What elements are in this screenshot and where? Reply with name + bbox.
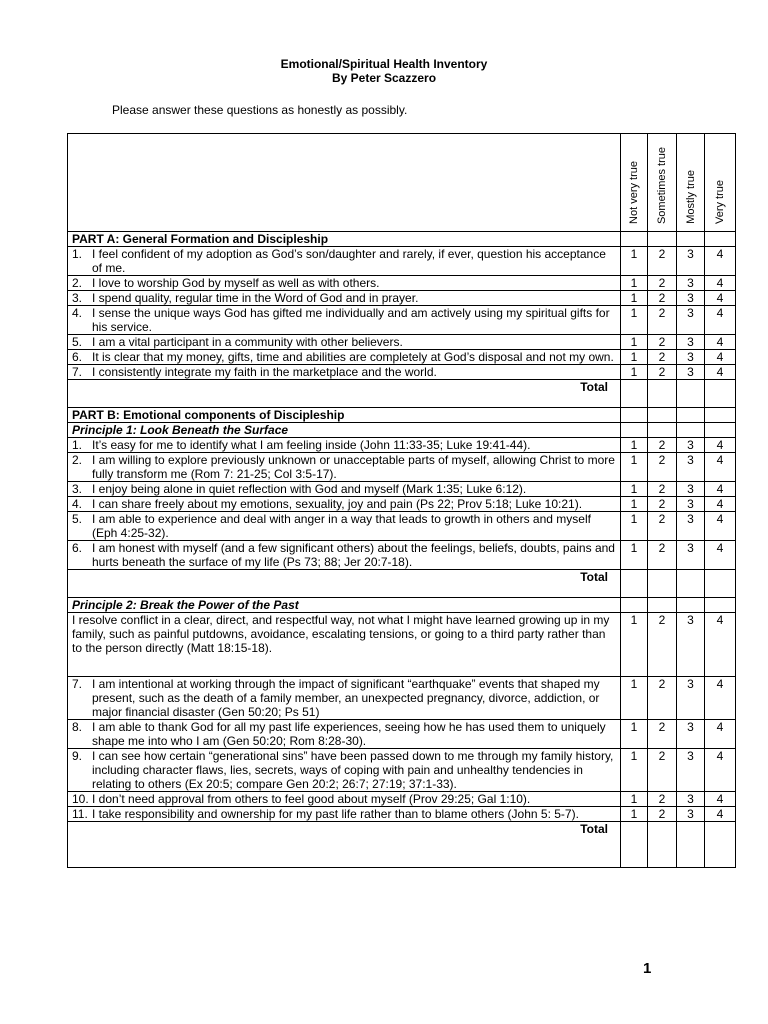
rating-cell[interactable] — [648, 807, 677, 822]
rating-option: 2 — [658, 247, 666, 261]
rating-cell[interactable] — [677, 541, 705, 570]
rating-option: 2 — [658, 438, 666, 452]
question-row — [68, 677, 736, 720]
rating-option: 4 — [716, 291, 724, 305]
question-text: It is clear that my money, gifts, time and abilities are completely at God’s disposal and not my own. — [92, 350, 614, 364]
rating-option: 2 — [658, 365, 666, 379]
rating-option: 3 — [687, 807, 694, 821]
rating-option: 4 — [716, 792, 724, 806]
rating-cell[interactable] — [705, 613, 736, 677]
empty-cell — [705, 380, 736, 408]
principle-1-total: Total — [580, 570, 608, 584]
empty-cell — [705, 598, 736, 613]
question-text: I am intentional at working through the impact of significant “earthquake” events that shaped my present, such as the death of a family member, an unexpected pregnancy, divorce, addiction, or major financial disaster (Gen 50:20; Ps 51) — [92, 677, 600, 719]
rating-option: 4 — [716, 497, 724, 511]
question-row — [68, 720, 736, 749]
question-number: 11. — [72, 807, 88, 821]
empty-cell — [648, 408, 677, 423]
rating-cell[interactable] — [677, 613, 705, 677]
rating-cell[interactable] — [677, 497, 705, 512]
question-text: I can see how certain “generational sins” have been passed down to me through my family history, including character flaws, lies, secrets, ways of coping with pain and unhealthy tendencies in relating to others (Ex 20:5; compare Gen 20:2; 26:7; 27:19; 37:1-33). — [92, 749, 614, 791]
question-text: I am a vital participant in a community with other believers. — [92, 335, 403, 349]
rating-cell[interactable] — [621, 247, 648, 276]
rating-cell[interactable] — [648, 541, 677, 570]
rating-cell[interactable] — [621, 807, 648, 822]
rating-cell[interactable] — [648, 335, 677, 350]
empty-cell — [621, 423, 648, 438]
rating-cell[interactable] — [677, 677, 705, 720]
question-row — [68, 453, 736, 482]
rating-option: 2 — [658, 792, 666, 806]
rating-cell[interactable] — [677, 720, 705, 749]
question-number: 7. — [72, 677, 83, 691]
empty-cell — [648, 232, 677, 247]
rating-option: 2 — [658, 720, 666, 734]
col-not-very-true: Not very true — [628, 161, 640, 224]
rating-option: 4 — [716, 453, 724, 467]
rating-cell[interactable] — [705, 453, 736, 482]
rating-option: 3 — [687, 749, 694, 763]
rating-cell[interactable] — [705, 247, 736, 276]
rating-option: 1 — [630, 613, 638, 627]
empty-cell — [648, 570, 677, 598]
question-text: I am willing to explore previously unknown or unacceptable parts of myself, allowing Christ to more fully transform me (Rom 7: 21-25; Col 3:5-17). — [92, 453, 615, 481]
question-text: I sense the unique ways God has gifted me individually and am actively using my spiritual gifts for his service. — [92, 306, 610, 334]
empty-cell — [621, 570, 648, 598]
instructions: Please answer these questions as honestly as possibly. — [112, 103, 408, 117]
rating-cell[interactable] — [705, 438, 736, 453]
question-number: 4. — [72, 306, 83, 320]
rating-cell[interactable] — [705, 497, 736, 512]
rating-cell[interactable] — [705, 792, 736, 807]
question-row — [68, 247, 736, 276]
rating-option: 4 — [716, 677, 724, 691]
title-line: Emotional/Spiritual Health Inventory — [280, 57, 488, 71]
rating-option: 1 — [630, 792, 638, 806]
rating-option: 1 — [630, 365, 638, 379]
rating-option: 1 — [630, 350, 638, 364]
rating-option: 1 — [630, 512, 638, 526]
rating-option: 4 — [716, 306, 724, 320]
author-line: By Peter Scazzero — [331, 71, 437, 85]
rating-option: 2 — [658, 497, 666, 511]
rating-option: 3 — [687, 613, 694, 627]
question-number: 5. — [72, 512, 83, 526]
col-sometimes-true: Sometimes true — [656, 146, 668, 224]
rating-cell[interactable] — [705, 749, 736, 792]
question-number: 8. — [72, 720, 83, 734]
principle-2-heading: Principle 2: Break the Power of the Past — [72, 598, 299, 612]
inventory-table — [67, 133, 736, 868]
rating-cell[interactable] — [621, 482, 648, 497]
empty-cell — [621, 408, 648, 423]
question-text: I am honest with myself (and a few significant others) about the feelings, beliefs, doubts, pains and hurts beneath the surface of my life (Ps 73; 88; Jer 20:7-18). — [92, 541, 615, 569]
rating-option: 3 — [687, 247, 694, 261]
rating-option: 2 — [658, 807, 666, 821]
rating-option: 2 — [658, 512, 666, 526]
rating-option: 1 — [630, 497, 638, 511]
rating-option: 2 — [658, 613, 666, 627]
rating-cell[interactable] — [648, 497, 677, 512]
rating-option: 1 — [630, 541, 638, 555]
rating-cell[interactable] — [677, 749, 705, 792]
rating-option: 4 — [716, 482, 724, 496]
rating-cell[interactable] — [705, 512, 736, 541]
rating-cell[interactable] — [621, 792, 648, 807]
part-b-heading: PART B: Emotional components of Discipleship — [72, 408, 345, 422]
rating-cell[interactable] — [621, 276, 648, 291]
principle-2-heading-row — [68, 598, 736, 613]
question-row — [68, 306, 736, 335]
rating-cell[interactable] — [621, 438, 648, 453]
rating-cell[interactable] — [648, 350, 677, 365]
question-number: 2. — [72, 453, 83, 467]
empty-cell — [677, 822, 705, 868]
empty-cell — [705, 232, 736, 247]
question-row — [68, 438, 736, 453]
rating-cell[interactable] — [705, 720, 736, 749]
question-row — [68, 350, 736, 365]
empty-cell — [648, 598, 677, 613]
question-number: 6. — [72, 541, 83, 555]
rating-cell[interactable] — [705, 291, 736, 306]
principle-2-total-row — [68, 822, 736, 868]
rating-option: 3 — [687, 438, 694, 452]
rating-cell[interactable] — [677, 291, 705, 306]
question-number: 9. — [72, 749, 83, 763]
rating-option: 4 — [716, 749, 724, 763]
rating-cell[interactable] — [677, 792, 705, 807]
part-a-heading-row — [68, 232, 736, 247]
question-row — [68, 365, 736, 380]
rating-cell[interactable] — [705, 335, 736, 350]
rating-cell[interactable] — [621, 541, 648, 570]
rating-option: 3 — [687, 720, 694, 734]
empty-cell — [677, 408, 705, 423]
empty-cell — [648, 423, 677, 438]
question-text: I love to worship God by myself as well as with others. — [92, 276, 380, 290]
rating-option: 1 — [630, 482, 638, 496]
principle-1-heading-row — [68, 423, 736, 438]
rating-cell[interactable] — [648, 613, 677, 677]
question-text: It’s easy for me to identify what I am feeling inside (John 11:33-35; Luke 19:41-44). — [92, 438, 531, 452]
question-row — [68, 749, 736, 792]
rating-cell[interactable] — [677, 350, 705, 365]
rating-cell[interactable] — [621, 453, 648, 482]
question-number: 3. — [72, 291, 83, 305]
empty-cell — [705, 423, 736, 438]
rating-option: 3 — [687, 291, 694, 305]
rating-cell[interactable] — [648, 720, 677, 749]
empty-cell — [677, 380, 705, 408]
empty-cell — [705, 570, 736, 598]
rating-option: 2 — [658, 335, 666, 349]
question-row — [68, 792, 736, 807]
rating-cell[interactable] — [677, 482, 705, 497]
principle-1-heading: Principle 1: Look Beneath the Surface — [72, 423, 289, 437]
rating-option: 4 — [716, 438, 724, 452]
rating-cell[interactable] — [648, 276, 677, 291]
rating-option: 2 — [658, 306, 666, 320]
rating-option: 2 — [658, 749, 666, 763]
question-number: 6. — [72, 350, 83, 364]
part-a-heading: PART A: General Formation and Discipleship — [72, 232, 329, 246]
rating-option: 3 — [687, 306, 694, 320]
rating-option: 3 — [687, 792, 694, 806]
rating-option: 4 — [716, 807, 724, 821]
rating-cell[interactable] — [621, 613, 648, 677]
document-title — [0, 57, 768, 85]
rating-option: 1 — [630, 453, 638, 467]
principle-2-total: Total — [580, 822, 608, 836]
rating-option: 2 — [658, 350, 666, 364]
question-row — [68, 807, 736, 822]
rating-option: 3 — [687, 497, 694, 511]
rating-cell[interactable] — [705, 365, 736, 380]
rating-option: 3 — [687, 541, 694, 555]
rating-option: 2 — [658, 541, 666, 555]
rating-option: 1 — [630, 749, 638, 763]
rating-cell[interactable] — [705, 306, 736, 335]
question-text: I am able to experience and deal with anger in a way that leads to growth in others and myself (Eph 4:25-32). — [92, 512, 591, 540]
empty-cell — [648, 380, 677, 408]
rating-cell[interactable] — [648, 792, 677, 807]
part-a-total: Total — [580, 380, 608, 394]
rating-option: 4 — [716, 720, 724, 734]
rating-option: 4 — [716, 541, 724, 555]
rating-cell[interactable] — [621, 350, 648, 365]
empty-cell — [677, 423, 705, 438]
rating-cell[interactable] — [648, 365, 677, 380]
rating-option: 3 — [687, 365, 694, 379]
col-very-true: Very true — [714, 179, 726, 224]
col-mostly-true: Mostly true — [684, 170, 697, 224]
rating-option: 2 — [658, 453, 666, 467]
rating-option: 3 — [687, 276, 694, 290]
rating-cell[interactable] — [621, 497, 648, 512]
rating-option: 1 — [630, 335, 638, 349]
rating-cell[interactable] — [705, 541, 736, 570]
rating-option: 4 — [716, 365, 724, 379]
rating-cell[interactable] — [705, 677, 736, 720]
question-number: 5. — [72, 335, 83, 349]
rating-cell[interactable] — [648, 482, 677, 497]
page-number: 1 — [643, 960, 652, 977]
rating-cell[interactable] — [677, 247, 705, 276]
rating-cell[interactable] — [705, 482, 736, 497]
rating-cell[interactable] — [677, 335, 705, 350]
question-number: 3. — [72, 482, 83, 496]
rating-cell[interactable] — [705, 807, 736, 822]
rating-cell[interactable] — [648, 453, 677, 482]
rating-option: 1 — [630, 247, 638, 261]
question-text: I don’t need approval from others to feel good about myself (Prov 29:25; Gal 1:10). — [92, 792, 531, 806]
empty-cell — [677, 232, 705, 247]
rating-option: 3 — [687, 335, 694, 349]
rating-option: 1 — [630, 677, 638, 691]
empty-cell — [677, 570, 705, 598]
rating-cell[interactable] — [677, 512, 705, 541]
rating-option: 3 — [687, 350, 694, 364]
column-header-row — [68, 134, 736, 232]
rating-cell[interactable] — [677, 453, 705, 482]
rating-cell[interactable] — [677, 438, 705, 453]
rating-option: 4 — [716, 247, 724, 261]
rating-option: 2 — [658, 677, 666, 691]
empty-cell — [621, 822, 648, 868]
rating-cell[interactable] — [621, 335, 648, 350]
rating-option: 2 — [658, 276, 666, 290]
rating-option: 3 — [687, 677, 694, 691]
question-number: 7. — [72, 365, 83, 379]
rating-cell[interactable] — [648, 749, 677, 792]
question-row — [68, 276, 736, 291]
rating-cell[interactable] — [677, 365, 705, 380]
question-text: I enjoy being alone in quiet reflection with God and myself (Mark 1:35; Luke 6:12). — [92, 482, 527, 496]
principle-1-total-row — [68, 570, 736, 598]
part-b-heading-row — [68, 408, 736, 423]
rating-option: 1 — [630, 276, 638, 290]
question-number: 10. — [72, 792, 89, 806]
rating-cell[interactable] — [677, 807, 705, 822]
empty-cell — [705, 822, 736, 868]
question-number: 1. — [72, 438, 83, 452]
rating-cell[interactable] — [621, 291, 648, 306]
empty-cell — [677, 598, 705, 613]
rating-option: 1 — [630, 306, 638, 320]
rating-option: 4 — [716, 276, 724, 290]
rating-option: 2 — [658, 291, 666, 305]
rating-option: 4 — [716, 335, 724, 349]
question-row — [68, 497, 736, 512]
rating-option: 4 — [716, 350, 724, 364]
rating-cell[interactable] — [621, 749, 648, 792]
rating-cell[interactable] — [677, 276, 705, 291]
rating-option: 1 — [630, 807, 638, 821]
rating-option: 3 — [687, 482, 694, 496]
question-row — [68, 291, 736, 306]
rating-option: 1 — [630, 720, 638, 734]
rating-cell[interactable] — [621, 512, 648, 541]
empty-cell — [621, 232, 648, 247]
rating-cell[interactable] — [621, 365, 648, 380]
question-text: I consistently integrate my faith in the marketplace and the world. — [92, 365, 437, 379]
question-text: I take responsibility and ownership for my past life rather than to blame others (John 5: 5-7). — [92, 807, 579, 821]
question-number: 4. — [72, 497, 83, 511]
rating-cell[interactable] — [677, 306, 705, 335]
rating-option: 2 — [658, 482, 666, 496]
empty-cell — [705, 408, 736, 423]
rating-cell[interactable] — [705, 276, 736, 291]
rating-cell[interactable] — [621, 306, 648, 335]
rating-option: 1 — [630, 291, 638, 305]
question-row — [68, 482, 736, 497]
rating-cell[interactable] — [648, 291, 677, 306]
rating-cell[interactable] — [648, 438, 677, 453]
rating-option: 3 — [687, 512, 694, 526]
empty-cell — [648, 822, 677, 868]
question-text: I feel confident of my adoption as God’s son/daughter and rarely, if ever, question his acceptance of me. — [92, 247, 606, 275]
question-row — [68, 613, 736, 677]
question-row — [68, 335, 736, 350]
rating-option: 1 — [630, 438, 638, 452]
question-text: I resolve conflict in a clear, direct, and respectful way, not what I might have learned growing up in my family, such as painful putdowns, avoidance, escalating tensions, or going to a third party rather than to the person directly (Matt 18:15-18). — [72, 613, 610, 655]
empty-cell — [621, 598, 648, 613]
question-number: 1. — [72, 247, 83, 261]
question-row — [68, 512, 736, 541]
rating-cell[interactable] — [648, 512, 677, 541]
empty-cell — [621, 380, 648, 408]
question-text: I am able to thank God for all my past life experiences, seeing how he has used them to uniquely shape me into who I am (Gen 50:20; Rom 8:28-30). — [92, 720, 606, 748]
rating-cell[interactable] — [648, 306, 677, 335]
part-a-total-row — [68, 380, 736, 408]
rating-cell[interactable] — [621, 720, 648, 749]
rating-option: 4 — [716, 613, 724, 627]
rating-cell[interactable] — [648, 677, 677, 720]
question-row — [68, 541, 736, 570]
rating-cell[interactable] — [705, 350, 736, 365]
question-text: I spend quality, regular time in the Word of God and in prayer. — [92, 291, 419, 305]
question-number: 2. — [72, 276, 83, 290]
rating-option: 3 — [687, 453, 694, 467]
rating-option: 4 — [716, 512, 724, 526]
rating-cell[interactable] — [621, 677, 648, 720]
rating-cell[interactable] — [648, 247, 677, 276]
question-text: I can share freely about my emotions, sexuality, joy and pain (Ps 22; Prov 5:18; Luke 10:21). — [92, 497, 583, 511]
